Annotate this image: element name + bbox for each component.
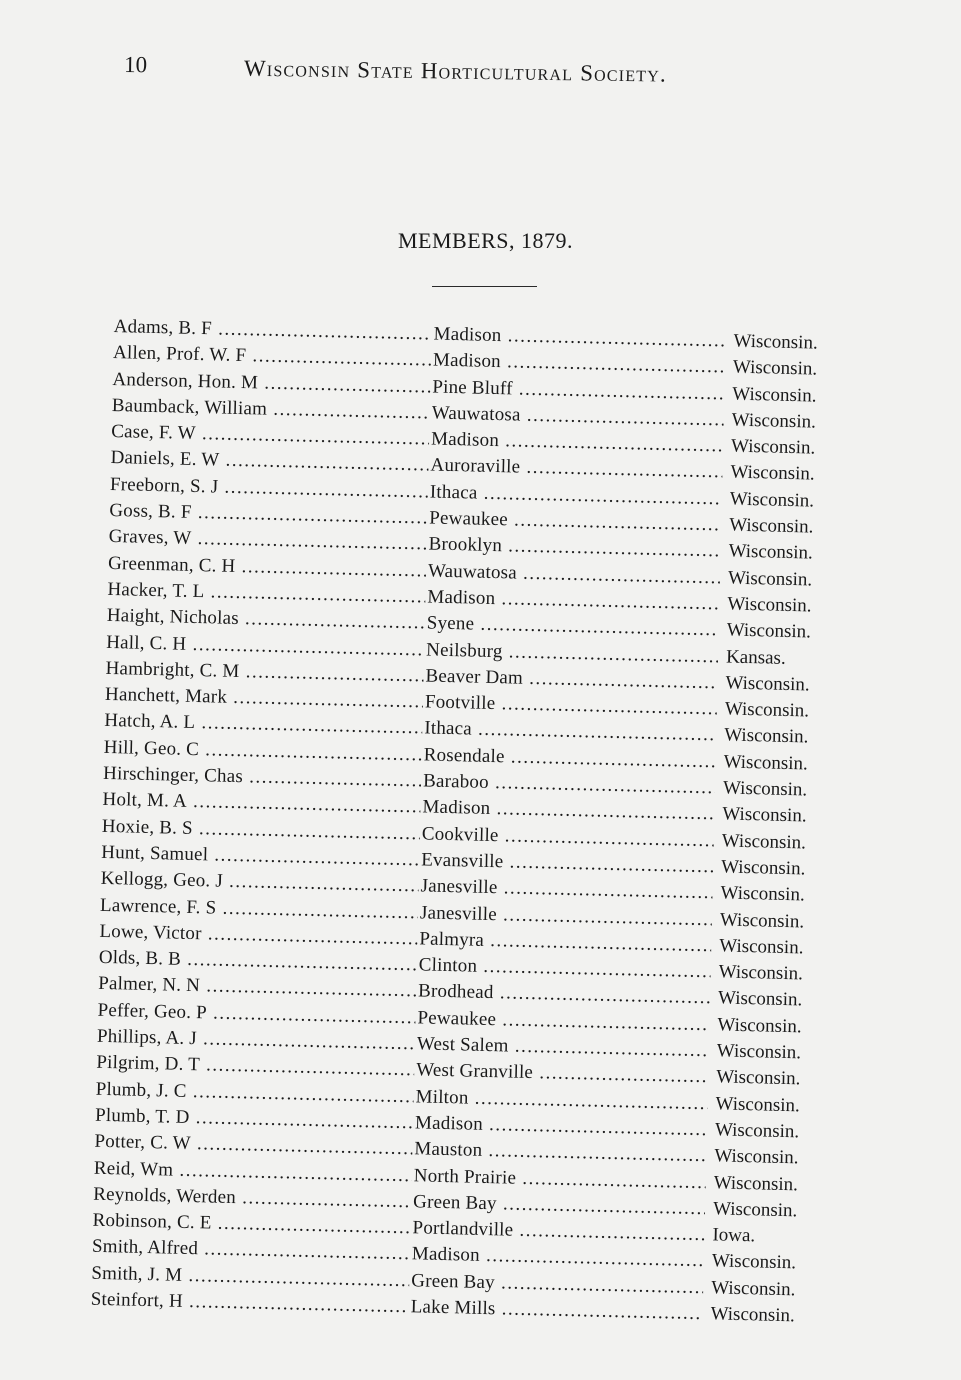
member-state: Wisconsin. [723, 724, 809, 748]
member-state: Wisconsin. [714, 1119, 800, 1143]
member-state: Wisconsin. [730, 462, 815, 486]
member-name-text: Potter, C. W [94, 1130, 192, 1155]
member-place-text: Green Bay [411, 1269, 496, 1293]
member-name-text: Plumb, J. C [95, 1078, 187, 1102]
member-state: Wisconsin. [717, 987, 803, 1011]
member-state: Wisconsin. [730, 435, 816, 459]
member-name-text: Adams, B. F [113, 315, 213, 340]
member-place-text: Palmyra [419, 928, 485, 951]
member-name-text: Baumback, William [111, 394, 268, 420]
member-place-text: Madison [430, 428, 500, 452]
member-name-text: Phillips, A. J [96, 1025, 198, 1050]
member-place-text: Portlandville [412, 1217, 514, 1241]
member-state: Wisconsin. [716, 1040, 802, 1064]
member-state: Wisconsin. [711, 1250, 797, 1274]
member-place-text: Madison [422, 796, 491, 820]
member-state: Wisconsin. [724, 698, 810, 722]
member-name-text: Hacker, T. L [107, 578, 205, 603]
member-state: Wisconsin. [732, 356, 818, 380]
member-place-text: Evansville [420, 849, 504, 873]
member-state: Wisconsin. [712, 1198, 798, 1222]
member-name-text: Haight, Nicholas [106, 605, 240, 630]
member-place-text: Rosendale [423, 744, 505, 768]
member-name-text: Smith, J. M [91, 1262, 183, 1286]
member-state: Wisconsin. [722, 803, 807, 827]
member-name-text: Daniels, E. W [110, 447, 220, 472]
member-state: Wisconsin. [731, 409, 817, 433]
member-state: Wisconsin. [732, 383, 817, 407]
member-state: Wisconsin. [725, 672, 810, 696]
member-state: Wisconsin. [721, 830, 807, 854]
member-name-text: Goss, B. F [109, 500, 192, 523]
member-place-text: West Granville [416, 1059, 534, 1084]
member-place-text: Pine Bluff [432, 376, 513, 400]
member-name-text: Reynolds, Werden [93, 1183, 237, 1208]
member-place [410, 1294, 703, 1327]
member-name-text: Hirschinger, Chas [102, 762, 244, 788]
member-state: Wisconsin. [718, 961, 804, 985]
member-state: Wisconsin. [717, 1014, 802, 1038]
member-place-text: North Prairie [413, 1164, 517, 1189]
member-name-text: Allen, Prof. W. F [112, 342, 247, 367]
member-state: Wisconsin. [713, 1171, 799, 1195]
member-name-text: Plumb, T. D [94, 1104, 190, 1128]
member-name-text: Case, F. W [110, 421, 197, 445]
member-name-text: Smith, Alfred [91, 1236, 199, 1260]
member-place-text: Green Bay [412, 1191, 497, 1215]
journal-title: Wisconsin State Horticultural Society. [243, 55, 668, 87]
member-place-text: Madison [433, 323, 502, 347]
title-rule [432, 286, 537, 287]
member-name-text: Palmer, N. N [97, 973, 201, 997]
member-name-text: Kellogg, Geo. J [100, 868, 224, 892]
member-place-text: Footville [424, 691, 496, 715]
running-head [124, 52, 744, 93]
member-place-text: Cookville [421, 823, 499, 846]
member-state: Iowa. [712, 1224, 756, 1247]
member-place-text: Pewaukee [417, 1007, 497, 1030]
member-state: Wisconsin. [714, 1145, 799, 1169]
member-place-text: Wauwatosa [431, 402, 521, 426]
member-place-text: Wauwatosa [427, 560, 518, 584]
member-place-text: Brodhead [417, 980, 494, 1004]
member-place-text: Syene [426, 612, 475, 635]
member-place-text: West Salem [416, 1033, 509, 1057]
member-place-text: Milton [415, 1085, 469, 1109]
member-name-text: Steinfort, H [90, 1288, 184, 1312]
page-number: 10 [123, 52, 148, 78]
member-name-text: Peffer, Geo. P [97, 999, 208, 1024]
member-place-text: Mauston [414, 1138, 483, 1162]
member-state: Wisconsin. [727, 567, 813, 591]
member-name-text: Reid, Wm [93, 1157, 174, 1181]
member-state: Wisconsin. [719, 935, 804, 959]
member-name-text: Hambright, C. M [105, 657, 240, 682]
member-state: Wisconsin. [722, 777, 808, 801]
member-name-text: Robinson, C. E [92, 1209, 212, 1234]
member-state: Wisconsin. [728, 514, 814, 538]
member-state: Wisconsin. [728, 540, 814, 564]
member-place-text: Madison [432, 349, 502, 373]
member-place-text: Neilsburg [425, 639, 503, 662]
members-list [90, 314, 841, 1330]
member-name-text: Greenman, C. H [107, 552, 236, 577]
member-name-text: Lawrence, F. S [99, 894, 217, 919]
member-state: Wisconsin. [720, 856, 806, 880]
member-state: Wisconsin. [720, 882, 805, 906]
member-state: Wisconsin. [727, 593, 812, 617]
member-place-text: Pewaukee [429, 507, 509, 531]
member-state: Kansas. [725, 646, 786, 669]
member-name-text: Graves, W [108, 526, 192, 550]
member-place-text: Madison [427, 586, 496, 610]
member-name-text: Freeborn, S. J [109, 473, 219, 498]
member-place-text: Brooklyn [428, 533, 503, 557]
member-state: Wisconsin. [715, 1066, 801, 1090]
member-state: Wisconsin. [710, 1303, 796, 1327]
member-state: Wisconsin. [733, 330, 818, 354]
member-name-text: Hill, Geo. C [103, 736, 200, 760]
member-place-text: Clinton [418, 954, 478, 977]
member-state: Wisconsin. [729, 488, 815, 512]
member-name-text: Hall, C. H [106, 631, 187, 655]
member-state: Wisconsin. [715, 1093, 800, 1116]
section-title: MEMBERS, 1879. [397, 228, 574, 253]
member-place-text: Ithaca [429, 481, 478, 504]
member-place-text: Janesville [419, 901, 498, 925]
member-place-text: Janesville [420, 875, 498, 899]
member-name-text: Holt, M. A [102, 789, 188, 813]
member-state: Wisconsin. [723, 751, 809, 775]
member-name-text: Hunt, Samuel [101, 841, 209, 866]
member-state: Wisconsin. [710, 1277, 796, 1301]
member-place-text: Ithaca [424, 717, 473, 740]
member-name-text: Anderson, Hon. M [112, 368, 259, 394]
member-place-text: Lake Mills [410, 1296, 496, 1320]
member-place-text: Madison [414, 1112, 484, 1135]
member-state: Wisconsin. [726, 619, 812, 643]
member-place-text: Madison [411, 1243, 481, 1267]
member-place-text: Auroraville [430, 454, 521, 479]
member-name-text: Olds, B. B [98, 946, 182, 970]
member-place-text: Baraboo [422, 770, 490, 794]
member-name-text: Pilgrim, D. T [96, 1052, 201, 1076]
member-place-text: Beaver Dam [425, 665, 524, 689]
member-name-text: Lowe, Victor [99, 920, 202, 945]
member-name-text: Hatch, A. L [104, 710, 196, 734]
member-state: Wisconsin. [719, 908, 805, 932]
member-name-text: Hoxie, B. S [101, 815, 194, 839]
member-name-text: Hanchett, Mark [104, 684, 228, 708]
